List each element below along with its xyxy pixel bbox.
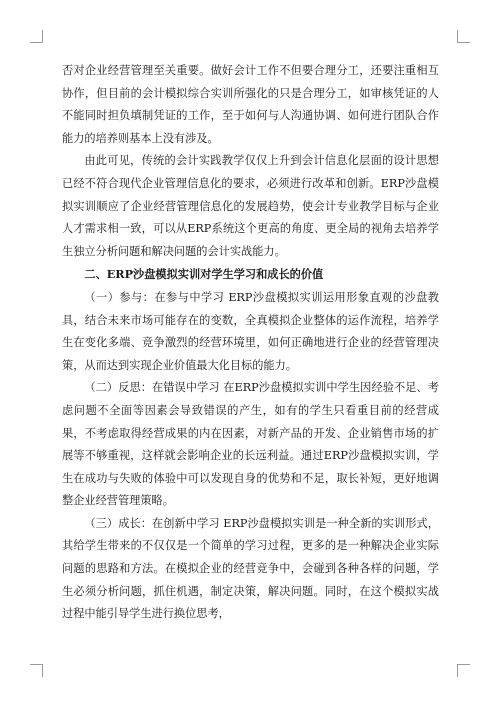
crop-mark-top-right — [457, 30, 470, 43]
crop-mark-top-left — [30, 30, 43, 43]
crop-mark-bottom-left — [30, 664, 43, 677]
document-body — [62, 60, 439, 626]
paragraph-continuation: 否对企业经营管理至关重要。做好会计工作不但要合理分工，还要注重相互协作，但目前的会计模拟综合实训所强化的只是合理分工，如审核凭证的人不能同时担负填制凭证的工作，至于如何与人沟通协调、如何进行团队合作能力的培养则基本上没有涉及。 — [62, 64, 439, 145]
paragraph-conclusion: 由此可见，传统的会计实践教学仅仅上升到会计信息化层面的设计思想已经不符合现代企业管理信息化的要求，必须进行改革和创新。ERP沙盘模拟实训顺应了企业经营管理信息化的发展趋势，使会计专业教学目标与企业人才需求相一致，可以从ERP系统这个更高的角度、更全局的视角去培养学生独立分析问题和解决问题的会计实战能力。 — [62, 154, 439, 258]
paragraph-participation: （一）参与：在参与中学习 ERP沙盘模拟实训运用形象直观的沙盘教具，结合未来市场可能存在的变数，全真模拟企业整体的运作流程，培养学生在变化多端、竞争激烈的经营环境里，如何正确地进行企业的经营管理决策，从而达到实现企业价值最大化目标的能力。 — [62, 290, 439, 372]
crop-mark-bottom-right — [457, 664, 470, 677]
paragraph-growth: （三）成长：在创新中学习 ERP沙盘模拟实训是一种全新的实训形式，其给学生带来的不仅仅是一个简单的学习过程，更多的是一种解决企业实际问题的思路和方法。在模拟企业的经营竞争中，会碰到各种各样的问题，学生必须分析问题，抓住机遇，制定决策，解决问题。同时，在这个模拟实战过程中能引导学生进行换位思考， — [62, 516, 439, 621]
section-heading — [62, 263, 439, 287]
section-heading-text: 二、ERP沙盘模拟实训对学生学习和成长的价值 — [84, 267, 324, 282]
paragraph-reflection: （二）反思：在错误中学习 在ERP沙盘模拟实训中学生因经验不足、考虑问题不全面等因素会导致错误的产生，如有的学生只看重目前的经营成果，不考虑取得经营成果的内在因素，对新产品的开发、企业销售市场的扩展等不够重视，这样就会影响企业的长远利益。通过ERP沙盘模拟实训，学生在成功与失败的体验中可以发现自身的优势和不足，取长补短，更好地调整企业经营管理策略。 — [62, 381, 439, 508]
